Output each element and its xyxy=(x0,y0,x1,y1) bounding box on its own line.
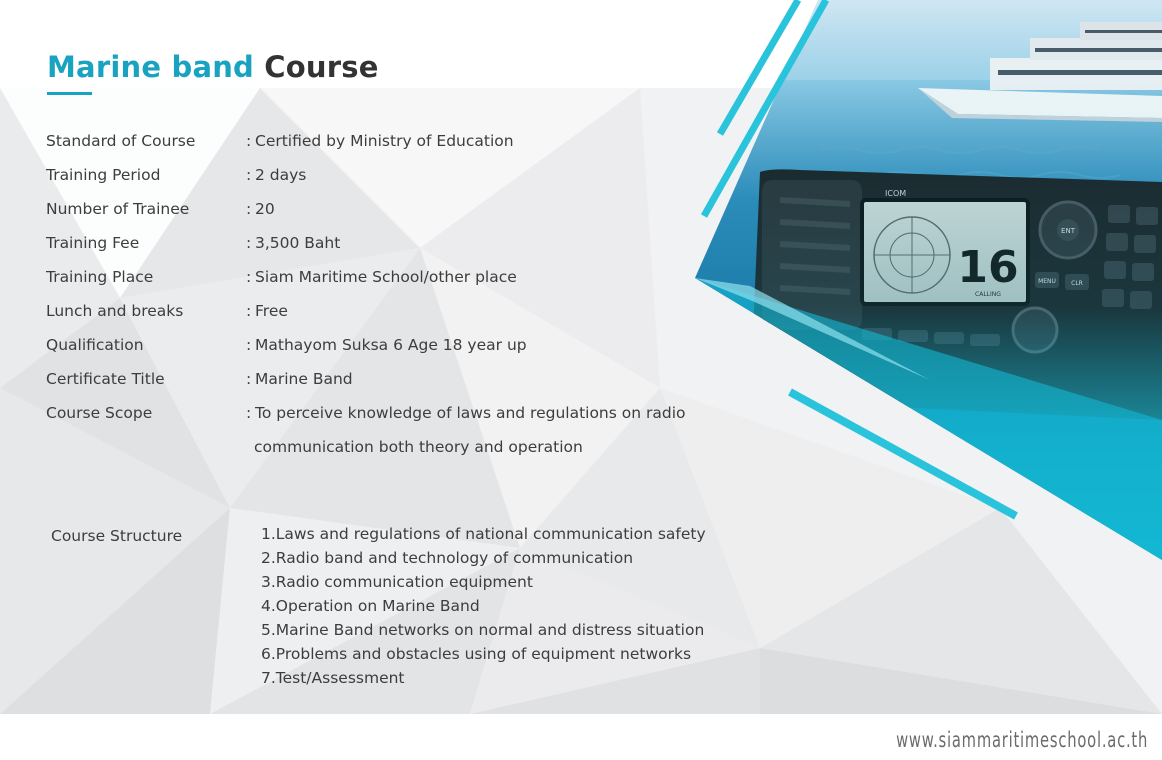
info-value: 2 days xyxy=(255,166,307,184)
info-colon: : xyxy=(246,268,252,286)
info-label: Qualification xyxy=(46,336,144,354)
info-value: Mathayom Suksa 6 Age 18 year up xyxy=(255,336,527,354)
info-value: To perceive knowledge of laws and regulations on radio xyxy=(255,404,686,422)
info-value: Free xyxy=(255,302,288,320)
info-value: Certified by Ministry of Education xyxy=(255,132,514,150)
info-label: Number of Trainee xyxy=(46,200,190,218)
list-item: 6.Problems and obstacles using of equipment networks xyxy=(261,645,692,663)
course-scope-continuation: communication both theory and operation xyxy=(254,438,583,456)
info-label: Course Scope xyxy=(46,404,153,422)
page-title xyxy=(47,50,379,84)
list-item: 5.Marine Band networks on normal and distress situation xyxy=(261,621,705,639)
info-colon: : xyxy=(246,132,252,150)
course-structure-label: Course Structure xyxy=(51,527,183,545)
info-colon: : xyxy=(246,370,252,388)
list-item: 3.Radio communication equipment xyxy=(261,573,533,591)
info-value: Marine Band xyxy=(255,370,353,388)
info-label: Training Place xyxy=(46,268,154,286)
info-label: Training Period xyxy=(46,166,161,184)
info-label: Lunch and breaks xyxy=(46,302,184,320)
list-item: 4.Operation on Marine Band xyxy=(261,597,480,615)
list-item: 7.Test/Assessment xyxy=(261,669,405,687)
info-colon: : xyxy=(246,200,252,218)
info-label: Standard of Course xyxy=(46,132,196,150)
info-colon: : xyxy=(246,404,252,422)
info-value: 20 xyxy=(255,200,275,218)
info-colon: : xyxy=(246,166,252,184)
info-colon: : xyxy=(246,234,252,252)
info-label: Training Fee xyxy=(46,234,140,252)
hero-image xyxy=(690,0,1162,560)
list-item: 2.Radio band and technology of communication xyxy=(261,549,634,567)
info-colon: : xyxy=(246,336,252,354)
website-url[interactable]: www.siammaritimeschool.ac.th xyxy=(895,728,1148,752)
info-value: 3,500 Baht xyxy=(255,234,341,252)
info-label: Certificate Title xyxy=(46,370,165,388)
course-structure-list xyxy=(261,523,706,691)
list-item: 1.Laws and regulations of national communication safety xyxy=(261,525,706,543)
info-colon: : xyxy=(246,302,252,320)
info-value: Siam Maritime School/other place xyxy=(255,268,517,286)
title-rest: Course xyxy=(254,50,379,84)
title-accent: Marine band xyxy=(47,50,255,84)
title-underline xyxy=(47,92,92,95)
